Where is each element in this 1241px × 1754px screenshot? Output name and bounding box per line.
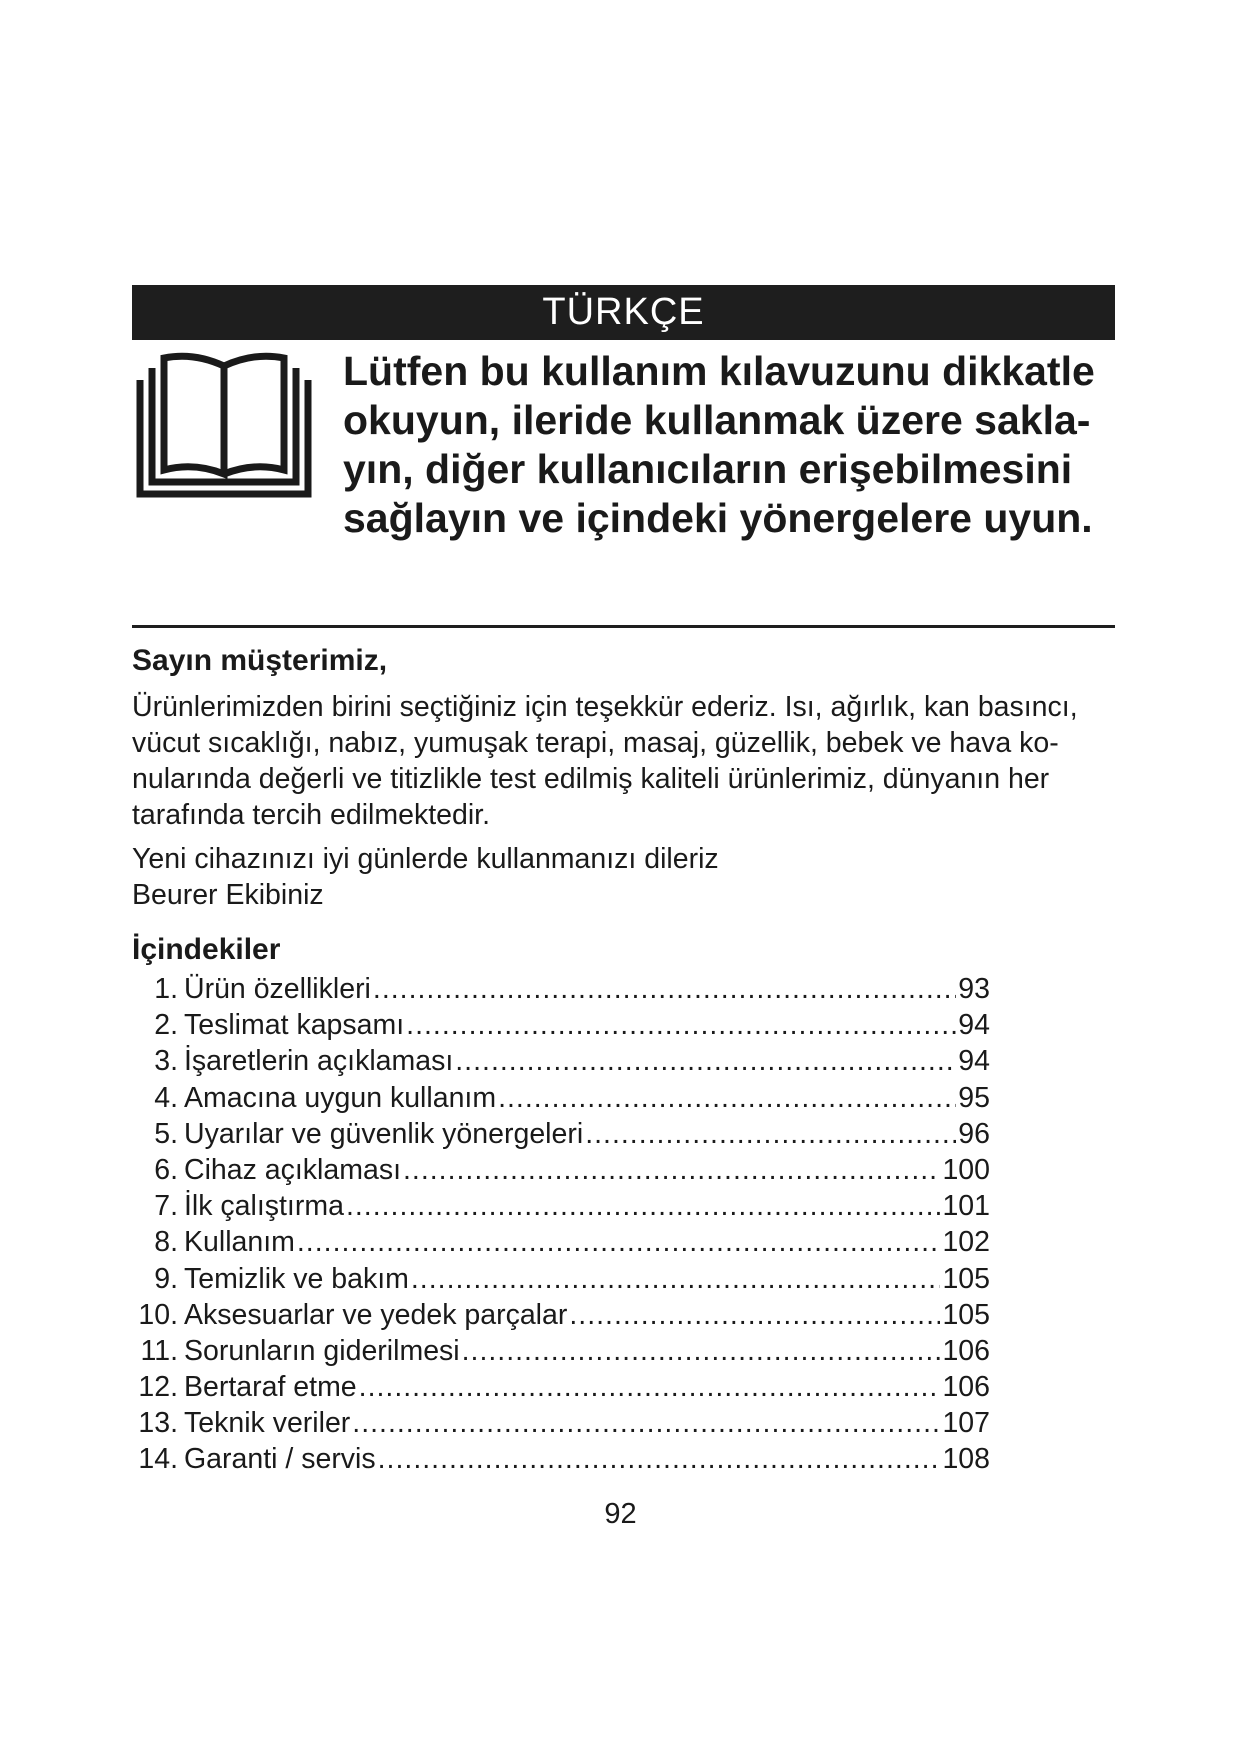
toc-entry-page: 106 <box>942 1334 990 1367</box>
toc-entry-number: 3. <box>154 1045 178 1078</box>
toc-entry-label: Bertaraf etme <box>184 1371 357 1404</box>
toc-entry[interactable] <box>132 971 990 1007</box>
toc-entry-number: 14. <box>138 1443 178 1476</box>
toc-entry-number: 11. <box>140 1334 178 1367</box>
toc-entry-page: 96 <box>958 1117 990 1150</box>
toc-entry[interactable] <box>132 1369 990 1405</box>
toc-entry[interactable] <box>132 1297 990 1333</box>
toc-entry-label: Amacına uygun kullanım <box>184 1081 497 1114</box>
toc-entry-label: İşaretlerin açıklaması <box>184 1045 454 1078</box>
toc-leader-dots <box>359 1369 941 1405</box>
table-of-contents <box>132 971 990 1478</box>
toc-entry-label: Uyarılar ve güvenlik yönergeleri <box>184 1117 584 1150</box>
toc-entry-number: 7. <box>154 1190 178 1223</box>
toc-entry-number: 12. <box>138 1371 178 1404</box>
toc-entry-number: 13. <box>138 1407 178 1440</box>
toc-entry-number: 2. <box>154 1009 178 1042</box>
toc-leader-dots <box>346 1188 941 1224</box>
intro-line: Ürünlerimizden birini seçtiğiniz için teşekkür ederiz. Isı, ağırlık, kan basıncı, <box>132 691 1078 723</box>
toc-entry[interactable] <box>132 1188 990 1224</box>
toc-heading: İçindekiler <box>132 933 281 966</box>
toc-entry-page: 93 <box>958 973 990 1005</box>
language-header-bar <box>132 285 1115 340</box>
toc-entry-label: Sorunların giderilmesi <box>184 1334 460 1367</box>
toc-entry-page: 108 <box>942 1443 990 1476</box>
toc-entry[interactable] <box>132 1333 990 1369</box>
toc-leader-dots <box>411 1261 941 1297</box>
headline-line: Lütfen bu kullanım kılavuzunu dikkatle <box>343 348 1095 394</box>
toc-entry-label: Teknik veriler <box>184 1407 351 1440</box>
toc-entry-page: 107 <box>942 1407 990 1440</box>
intro-line: vücut sıcaklığı, nabız, yumuşak terapi, masaj, güzellik, bebek ve hava ko- <box>132 727 1059 759</box>
headline-line: yın, diğer kullanıcıların erişebilmesini <box>343 446 1073 492</box>
toc-entry[interactable] <box>132 1224 990 1260</box>
page-number: 92 <box>604 1498 637 1530</box>
greeting-heading: Sayın müşterimiz, <box>132 644 388 677</box>
toc-entry-number: 4. <box>154 1081 178 1114</box>
toc-entry-page: 105 <box>942 1298 990 1331</box>
toc-entry-label: Aksesuarlar ve yedek parçalar <box>184 1298 568 1331</box>
toc-entry-label: Cihaz açıklaması <box>184 1153 401 1186</box>
toc-entry-label: Temizlik ve bakım <box>184 1262 409 1295</box>
toc-entry-page: 105 <box>942 1262 990 1295</box>
toc-entry-label: Teslimat kapsamı <box>184 1009 405 1042</box>
toc-entry-label: İlk çalıştırma <box>184 1190 344 1223</box>
toc-entry-number: 8. <box>154 1226 178 1259</box>
toc-entry[interactable] <box>132 1007 990 1043</box>
read-manual-book-icon <box>134 352 314 502</box>
toc-leader-dots <box>297 1224 941 1260</box>
toc-entry-number: 9. <box>154 1262 178 1295</box>
toc-leader-dots <box>569 1297 940 1333</box>
toc-entry[interactable] <box>132 1152 990 1188</box>
toc-entry[interactable] <box>132 1441 990 1477</box>
toc-entry-label: Kullanım <box>184 1226 295 1259</box>
signature-line: Beurer Ekibiniz <box>132 879 324 911</box>
toc-entry-page: 95 <box>958 1081 990 1114</box>
toc-leader-dots <box>585 1116 956 1152</box>
toc-entry-page: 94 <box>958 1009 990 1042</box>
section-divider <box>132 625 1115 628</box>
intro-paragraph <box>132 689 1122 833</box>
toc-leader-dots <box>406 1007 956 1043</box>
headline-line: okuyun, ileride kullanmak üzere sakla- <box>343 397 1091 443</box>
toc-entry-number: 1. <box>154 973 178 1005</box>
language-label: TÜRKÇE <box>542 291 705 333</box>
closing-wishes <box>132 841 719 913</box>
toc-entry-label: Ürün özellikleri <box>184 973 371 1005</box>
toc-entry-number: 6. <box>154 1153 178 1186</box>
toc-entry-page: 106 <box>942 1371 990 1404</box>
toc-leader-dots <box>455 1043 956 1079</box>
toc-leader-dots <box>498 1080 956 1116</box>
toc-entry-page: 102 <box>942 1226 990 1259</box>
toc-entry-page: 101 <box>942 1190 990 1223</box>
toc-entry-page: 100 <box>942 1153 990 1186</box>
toc-entry[interactable] <box>132 1080 990 1116</box>
toc-entry-page: 94 <box>958 1045 990 1078</box>
toc-entry-label: Garanti / servis <box>184 1443 376 1476</box>
toc-leader-dots <box>378 1441 941 1477</box>
intro-line: tarafında tercih edilmektedir. <box>132 799 491 831</box>
toc-entry[interactable] <box>132 1116 990 1152</box>
wishes-line: Yeni cihazınızı iyi günlerde kullanmanızı dileriz <box>132 843 719 875</box>
toc-entry-number: 10. <box>138 1298 178 1331</box>
toc-leader-dots <box>403 1152 940 1188</box>
headline-line: sağlayın ve içindeki yönergelere uyun. <box>343 495 1093 541</box>
toc-entry[interactable] <box>132 1261 990 1297</box>
toc-leader-dots <box>373 971 956 1007</box>
intro-line: nularında değerli ve titizlikle test edilmiş kaliteli ürünlerimiz, dünyanın her <box>132 763 1050 795</box>
toc-leader-dots <box>462 1333 941 1369</box>
toc-entry-number: 5. <box>154 1117 178 1150</box>
toc-entry[interactable] <box>132 1405 990 1441</box>
toc-entry[interactable] <box>132 1043 990 1079</box>
headline-instruction <box>343 347 1123 543</box>
toc-leader-dots <box>352 1405 940 1441</box>
